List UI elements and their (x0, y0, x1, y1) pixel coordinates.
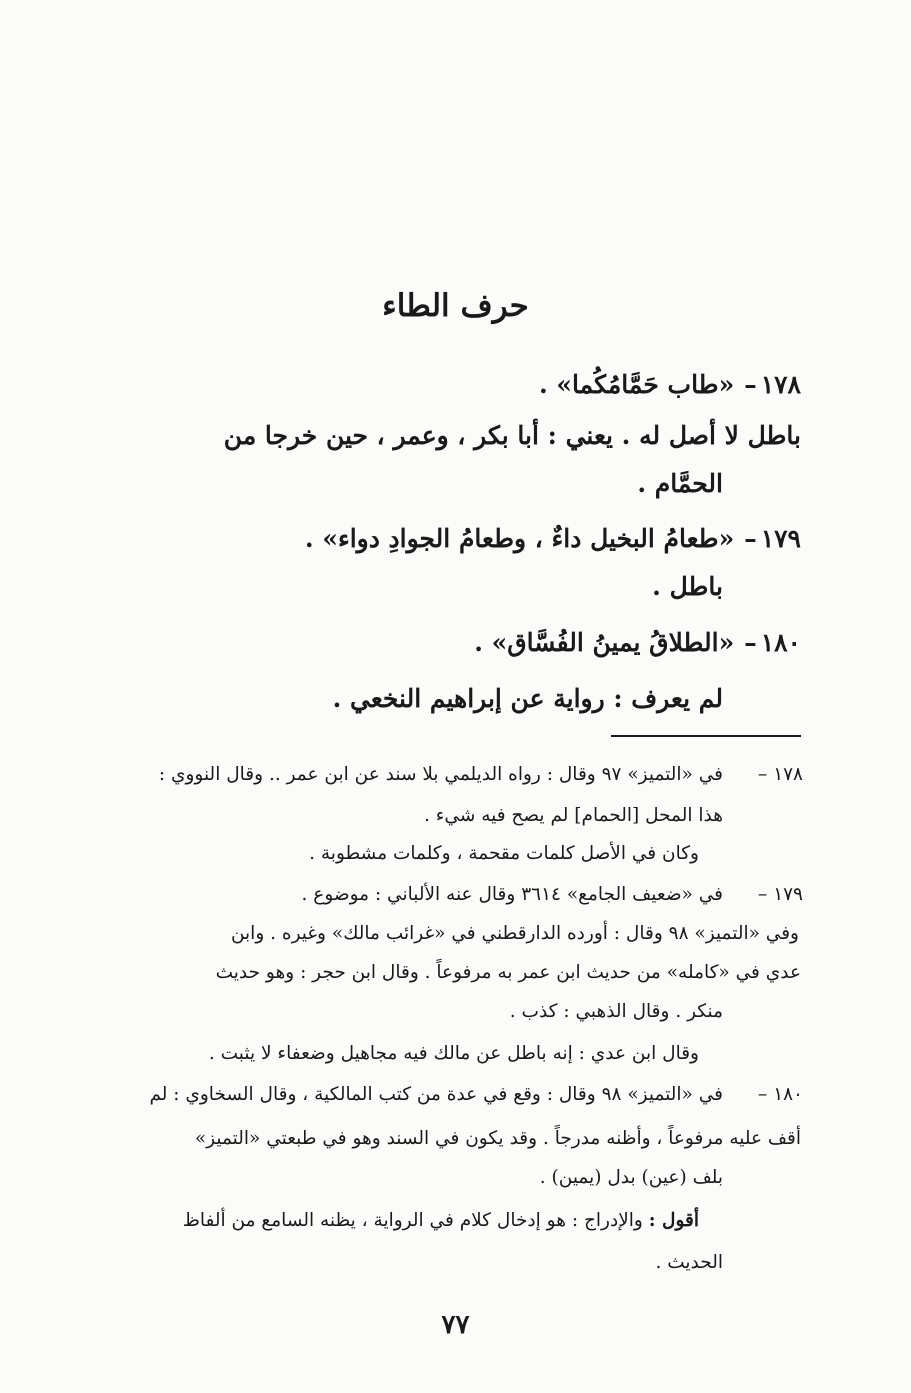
footnote-number: ١٧٨ – (758, 764, 803, 785)
footnote-line: هذا المحل [الحمام] لم يصح فيه شيء . (423, 805, 723, 826)
footnote-number: ١٨٠ – (758, 1084, 803, 1105)
footnote-line: عدي في «كامله» من حديث ابن عمر به مرفوعاً . وقال ابن حجر : وهو حديث (215, 962, 801, 983)
footnote-line: منكر . وقال الذهبي : كذب . (509, 1001, 723, 1022)
entry-179 (305, 516, 801, 562)
entry-number: ١٧٩ (760, 524, 801, 553)
entry-dash: – (744, 628, 757, 657)
footnote-line: في «التميز» ٩٨ وقال : وقع في عدة من كتب المالكية ، وقال السخاوي : لم (149, 1084, 723, 1105)
entry-text: «طاب حَمَّامُكُما» . (539, 370, 735, 399)
footnote-line: الحديث . (655, 1252, 723, 1273)
footnote-line: وكان في الأصل كلمات مقحمة ، وكلمات مشطوبة . (309, 843, 699, 864)
entry-text: «الطلاقُ يمينُ الفُسَّاق» . (474, 628, 735, 657)
footnote-line: في «ضعيف الجامع» ٣٦١٤ وقال عنه الألباني : موضوع . (301, 884, 723, 905)
footnote-note-line: أقول : والإدراج : هو إدخال كلام في الرواية ، يظنه السامع من ألفاظ (182, 1210, 699, 1231)
chapter-title: حرف الطاء (382, 288, 529, 324)
entry-178 (539, 362, 801, 408)
entry-dash: – (744, 524, 757, 553)
entry-number: ١٨٠ (760, 628, 801, 657)
entry-text: «طعامُ البخيل داءٌ ، وطعامُ الجوادِ دواء» . (304, 524, 735, 553)
entry-comment-line: باطل . (652, 572, 723, 601)
footnote-number: ١٧٩ – (758, 884, 803, 905)
footnote-line: في «التميز» ٩٧ وقال : رواه الديلمي بلا سند عن ابن عمر .. وقال النووي : (158, 764, 723, 785)
entry-comment-line: باطل لا أصل له . يعني : أبا بكر ، وعمر ، حين خرجا من (223, 421, 801, 450)
footnote-line: وقال ابن عدي : إنه باطل عن مالك فيه مجاهيل وضعفاء لا يثبت . (208, 1043, 699, 1064)
note-label: أقول : (648, 1210, 699, 1231)
footnote-line: أقف عليه مرفوعاً ، وأظنه مدرجاً . وقد يكون في السند وهو في طبعتي «التميز» (194, 1128, 801, 1149)
entry-comment-line: لم يعرف : رواية عن إبراهيم النخعي . (332, 684, 723, 713)
entry-comment-line: الحمَّام . (637, 469, 723, 498)
footnote-line: بلف (عين) بدل (يمين) . (539, 1167, 723, 1188)
page-number: ٧٧ (441, 1310, 470, 1340)
footnote-divider (611, 735, 801, 737)
entry-180 (474, 620, 801, 666)
entry-dash: – (744, 370, 757, 399)
entry-number: ١٧٨ (760, 370, 801, 399)
footnote-line: وفي «التميز» ٩٨ وقال : أورده الدارقطني في «غرائب مالك» وغيره . وابن (230, 923, 799, 944)
